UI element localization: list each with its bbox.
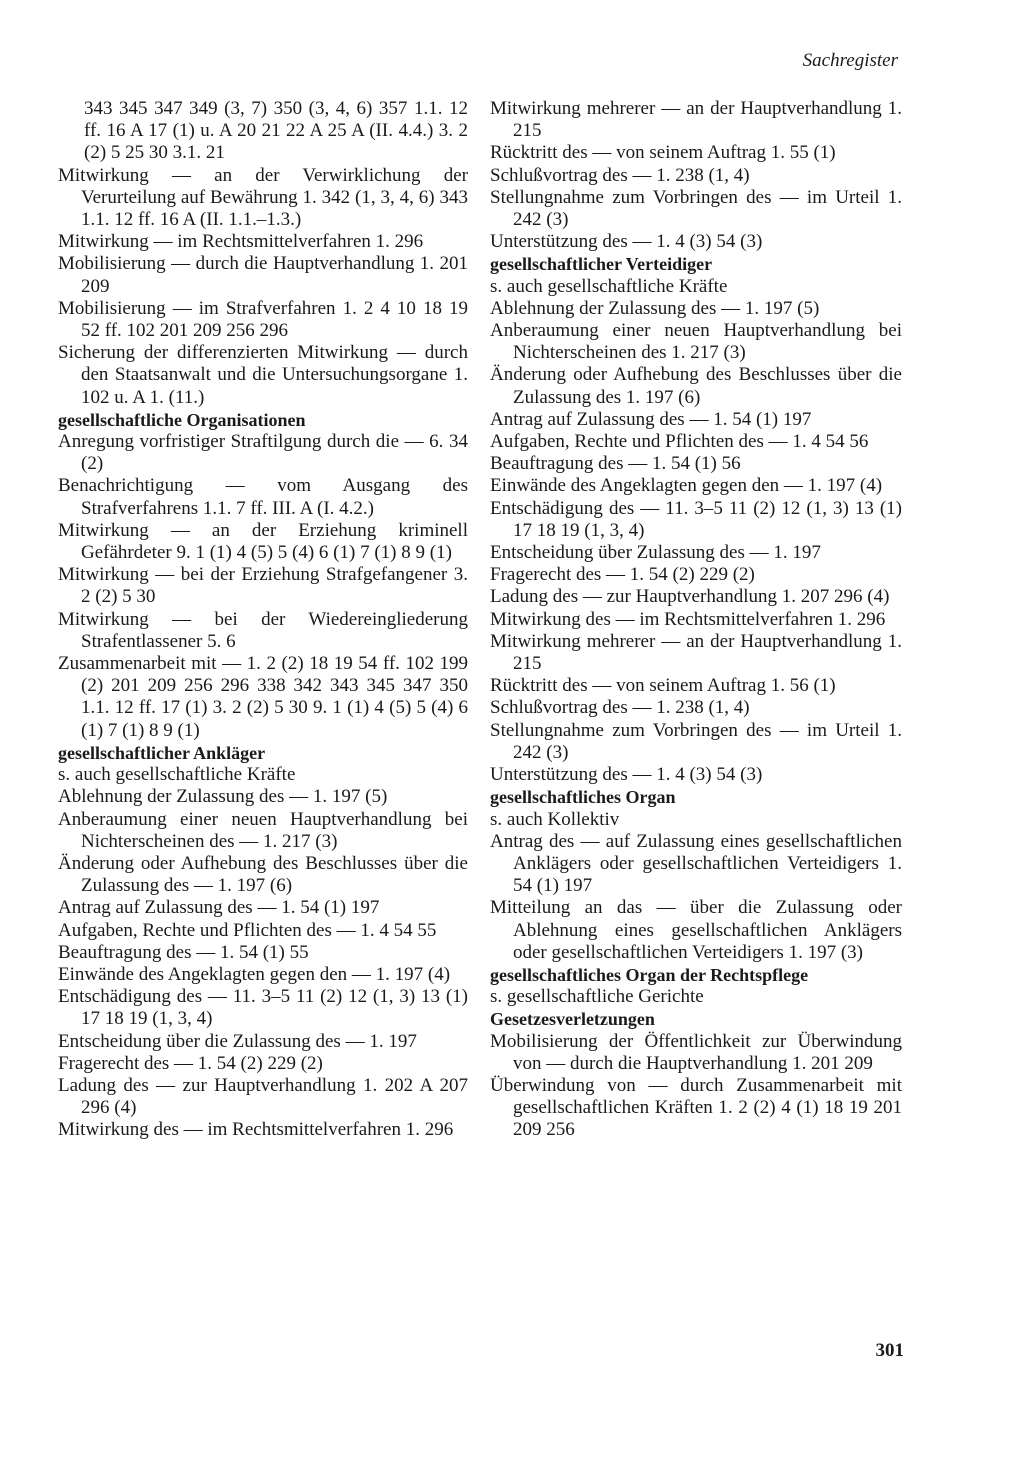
index-entry: Beauftragung des — 1. 54 (1) 55: [58, 941, 309, 963]
index-entry: Entschädigung des — 11. 3–5 11 (2) 12 (1, 3) 13 (1) 17 18 19 (1, 3, 4): [58, 986, 468, 1030]
index-entry: Unterstützung des — 1. 4 (3) 54 (3): [490, 764, 763, 786]
index-entry: Mitwirkung mehrerer — an der Hauptverhandlung 1. 215: [490, 98, 902, 142]
index-entry: Einwände des Angeklagten gegen den — 1. 197 (4): [490, 475, 883, 497]
index-column-right: [490, 98, 902, 1142]
index-heading: gesellschaftliche Organisationen: [58, 409, 306, 430]
index-entry: Mitteilung an das — über die Zulassung oder Ablehnung eines gesellschaftlichen Anklägers oder gesellschaftlichen Verteidigers 1. 197 (3): [490, 897, 902, 963]
index-entry: s. auch gesellschaftliche Kräfte: [58, 764, 296, 786]
index-entry: Aufgaben, Rechte und Pflichten des — 1. 4 54 55: [58, 919, 437, 941]
index-heading: gesellschaftliches Organ: [490, 787, 676, 808]
index-entry: Fragerecht des — 1. 54 (2) 229 (2): [58, 1052, 323, 1074]
index-entry: Ablehnung der Zulassung des — 1. 197 (5): [58, 786, 388, 808]
index-entry: Entscheidung über die Zulassung des — 1. 197: [58, 1030, 417, 1052]
index-entry: Benachrichtigung — vom Ausgang des Strafverfahrens 1.1. 7 ff. III. A (I. 4.2.): [58, 475, 468, 519]
index-entry: Stellungnahme zum Vorbringen des — im Urteil 1. 242 (3): [490, 186, 902, 231]
index-entry-continuation: 343 345 347 349 (3, 7) 350 (3, 4, 6) 357 1.1. 12 ff. 16 A 17 (1) u. A 20 21 22 A 25 A (II. 4.4.) 3. 2 (2) 5 25 30 3.1. 21: [84, 98, 468, 164]
index-entry: Anberaumung einer neuen Hauptverhandlung bei Nichterscheinen des — 1. 217 (3): [58, 808, 468, 852]
index-entry: Mobilisierung — im Strafverfahren 1. 2 4 10 18 19 52 ff. 102 201 209 256 296: [58, 297, 468, 342]
index-entry: Mitwirkung — an der Verwirklichung der Verurteilung auf Bewährung 1. 342 (1, 3, 4, 6) 343 1.1. 12 ff. 16 A (II. 1.1.–1.3.): [58, 164, 468, 231]
index-entry: Fragerecht des — 1. 54 (2) 229 (2): [490, 564, 755, 586]
index-entry: Mobilisierung der Öffentlichkeit zur Überwindung von — durch die Hauptverhandlung 1. 201 209: [490, 1030, 902, 1074]
index-entry: Einwände des Angeklagten gegen den — 1. 197 (4): [58, 963, 451, 985]
index-entry: Mitwirkung — im Rechtsmittelverfahren 1. 296: [58, 231, 424, 253]
page-number: 301: [875, 1340, 904, 1361]
index-heading: gesellschaftlicher Ankläger: [58, 742, 266, 763]
index-entry: Beauftragung des — 1. 54 (1) 56: [490, 453, 741, 475]
index-entry: s. auch Kollektiv: [490, 808, 620, 830]
index-entry: Rücktritt des — von seinem Auftrag 1. 55 (1): [490, 142, 836, 164]
index-entry: Zusammenarbeit mit — 1. 2 (2) 18 19 54 ff. 102 199 (2) 201 209 256 296 338 342 343 345 347 350 1.1. 12 ff. 17 (1) 3. 2 (2) 5 30 9. 1 (1) 4 (5) 5 (4) 6 (1) 7 (1) 8 9 (1): [58, 653, 468, 741]
index-entry: Mobilisierung — durch die Hauptverhandlung 1. 201 209: [58, 253, 468, 297]
index-entry: Mitwirkung — bei der Wiedereingliederung Strafentlassener 5. 6: [58, 608, 468, 652]
index-entry: s. gesellschaftliche Gerichte: [490, 986, 704, 1008]
index-entry: Entschädigung des — 11. 3–5 11 (2) 12 (1, 3) 13 (1) 17 18 19 (1, 3, 4): [490, 497, 902, 541]
index-entry: Mitwirkung mehrerer — an der Hauptverhandlung 1. 215: [490, 630, 902, 675]
index-entry: Anregung vorfristiger Straftilgung durch die — 6. 34 (2): [58, 431, 468, 475]
index-heading: Gesetzesverletzungen: [490, 1009, 655, 1030]
index-entry: Entscheidung über Zulassung des — 1. 197: [490, 542, 821, 564]
index-column-left: [58, 98, 468, 1142]
index-entry: Rücktritt des — von seinem Auftrag 1. 56 (1): [490, 675, 836, 697]
index-entry: Mitwirkung — bei der Erziehung Strafgefangener 3. 2 (2) 5 30: [58, 564, 468, 608]
index-entry: Schlußvortrag des — 1. 238 (1, 4): [490, 697, 750, 719]
index-entry: Aufgaben, Rechte und Pflichten des — 1. 4 54 56: [490, 431, 869, 453]
index-entry: Mitwirkung des — im Rechtsmittelverfahren 1. 296: [58, 1119, 454, 1141]
index-entry: Sicherung der differenzierten Mitwirkung — durch den Staatsanwalt und die Untersuchungsorgane 1. 102 u. A 1. (11.): [58, 342, 468, 408]
index-entry: Antrag des — auf Zulassung eines gesellschaftlichen Anklägers oder gesellschaftlichen Verteidigers 1. 54 (1) 197: [490, 830, 902, 897]
index-entry: Unterstützung des — 1. 4 (3) 54 (3): [490, 231, 763, 253]
index-entry: Antrag auf Zulassung des — 1. 54 (1) 197: [58, 897, 380, 919]
index-entry: Überwindung von — durch Zusammenarbeit mit gesellschaftlichen Kräften 1. 2 (2) 4 (1) 18 19 201 209 256: [490, 1074, 902, 1141]
index-entry: Schlußvortrag des — 1. 238 (1, 4): [490, 164, 750, 186]
index-entry: Anberaumung einer neuen Hauptverhandlung bei Nichterscheinen des 1. 217 (3): [490, 320, 902, 364]
running-header: Sachregister: [802, 50, 898, 71]
index-entry: s. auch gesellschaftliche Kräfte: [490, 275, 728, 297]
index-heading: gesellschaftliches Organ der Rechtspflege: [490, 964, 809, 985]
index-entry: Stellungnahme zum Vorbringen des — im Urteil 1. 242 (3): [490, 719, 902, 763]
index-entry: Ablehnung der Zulassung des — 1. 197 (5): [490, 297, 820, 319]
index-entry: Antrag auf Zulassung des — 1. 54 (1) 197: [490, 408, 812, 430]
index-entry: Änderung oder Aufhebung des Beschlusses über die Zulassung des — 1. 197 (6): [58, 852, 468, 897]
index-entry: Mitwirkung — an der Erziehung kriminell Gefährdeter 9. 1 (1) 4 (5) 5 (4) 6 (1) 7 (1) 8 9 (1): [58, 519, 468, 564]
index-heading: gesellschaftlicher Verteidiger: [490, 254, 713, 275]
index-entry: Ladung des — zur Hauptverhandlung 1. 207 296 (4): [490, 586, 890, 608]
index-entry: Ladung des — zur Hauptverhandlung 1. 202 A 207 296 (4): [58, 1074, 468, 1119]
index-entry: Änderung oder Aufhebung des Beschlusses über die Zulassung des 1. 197 (6): [490, 364, 902, 408]
index-entry: Mitwirkung des — im Rechtsmittelverfahren 1. 296: [490, 608, 886, 630]
